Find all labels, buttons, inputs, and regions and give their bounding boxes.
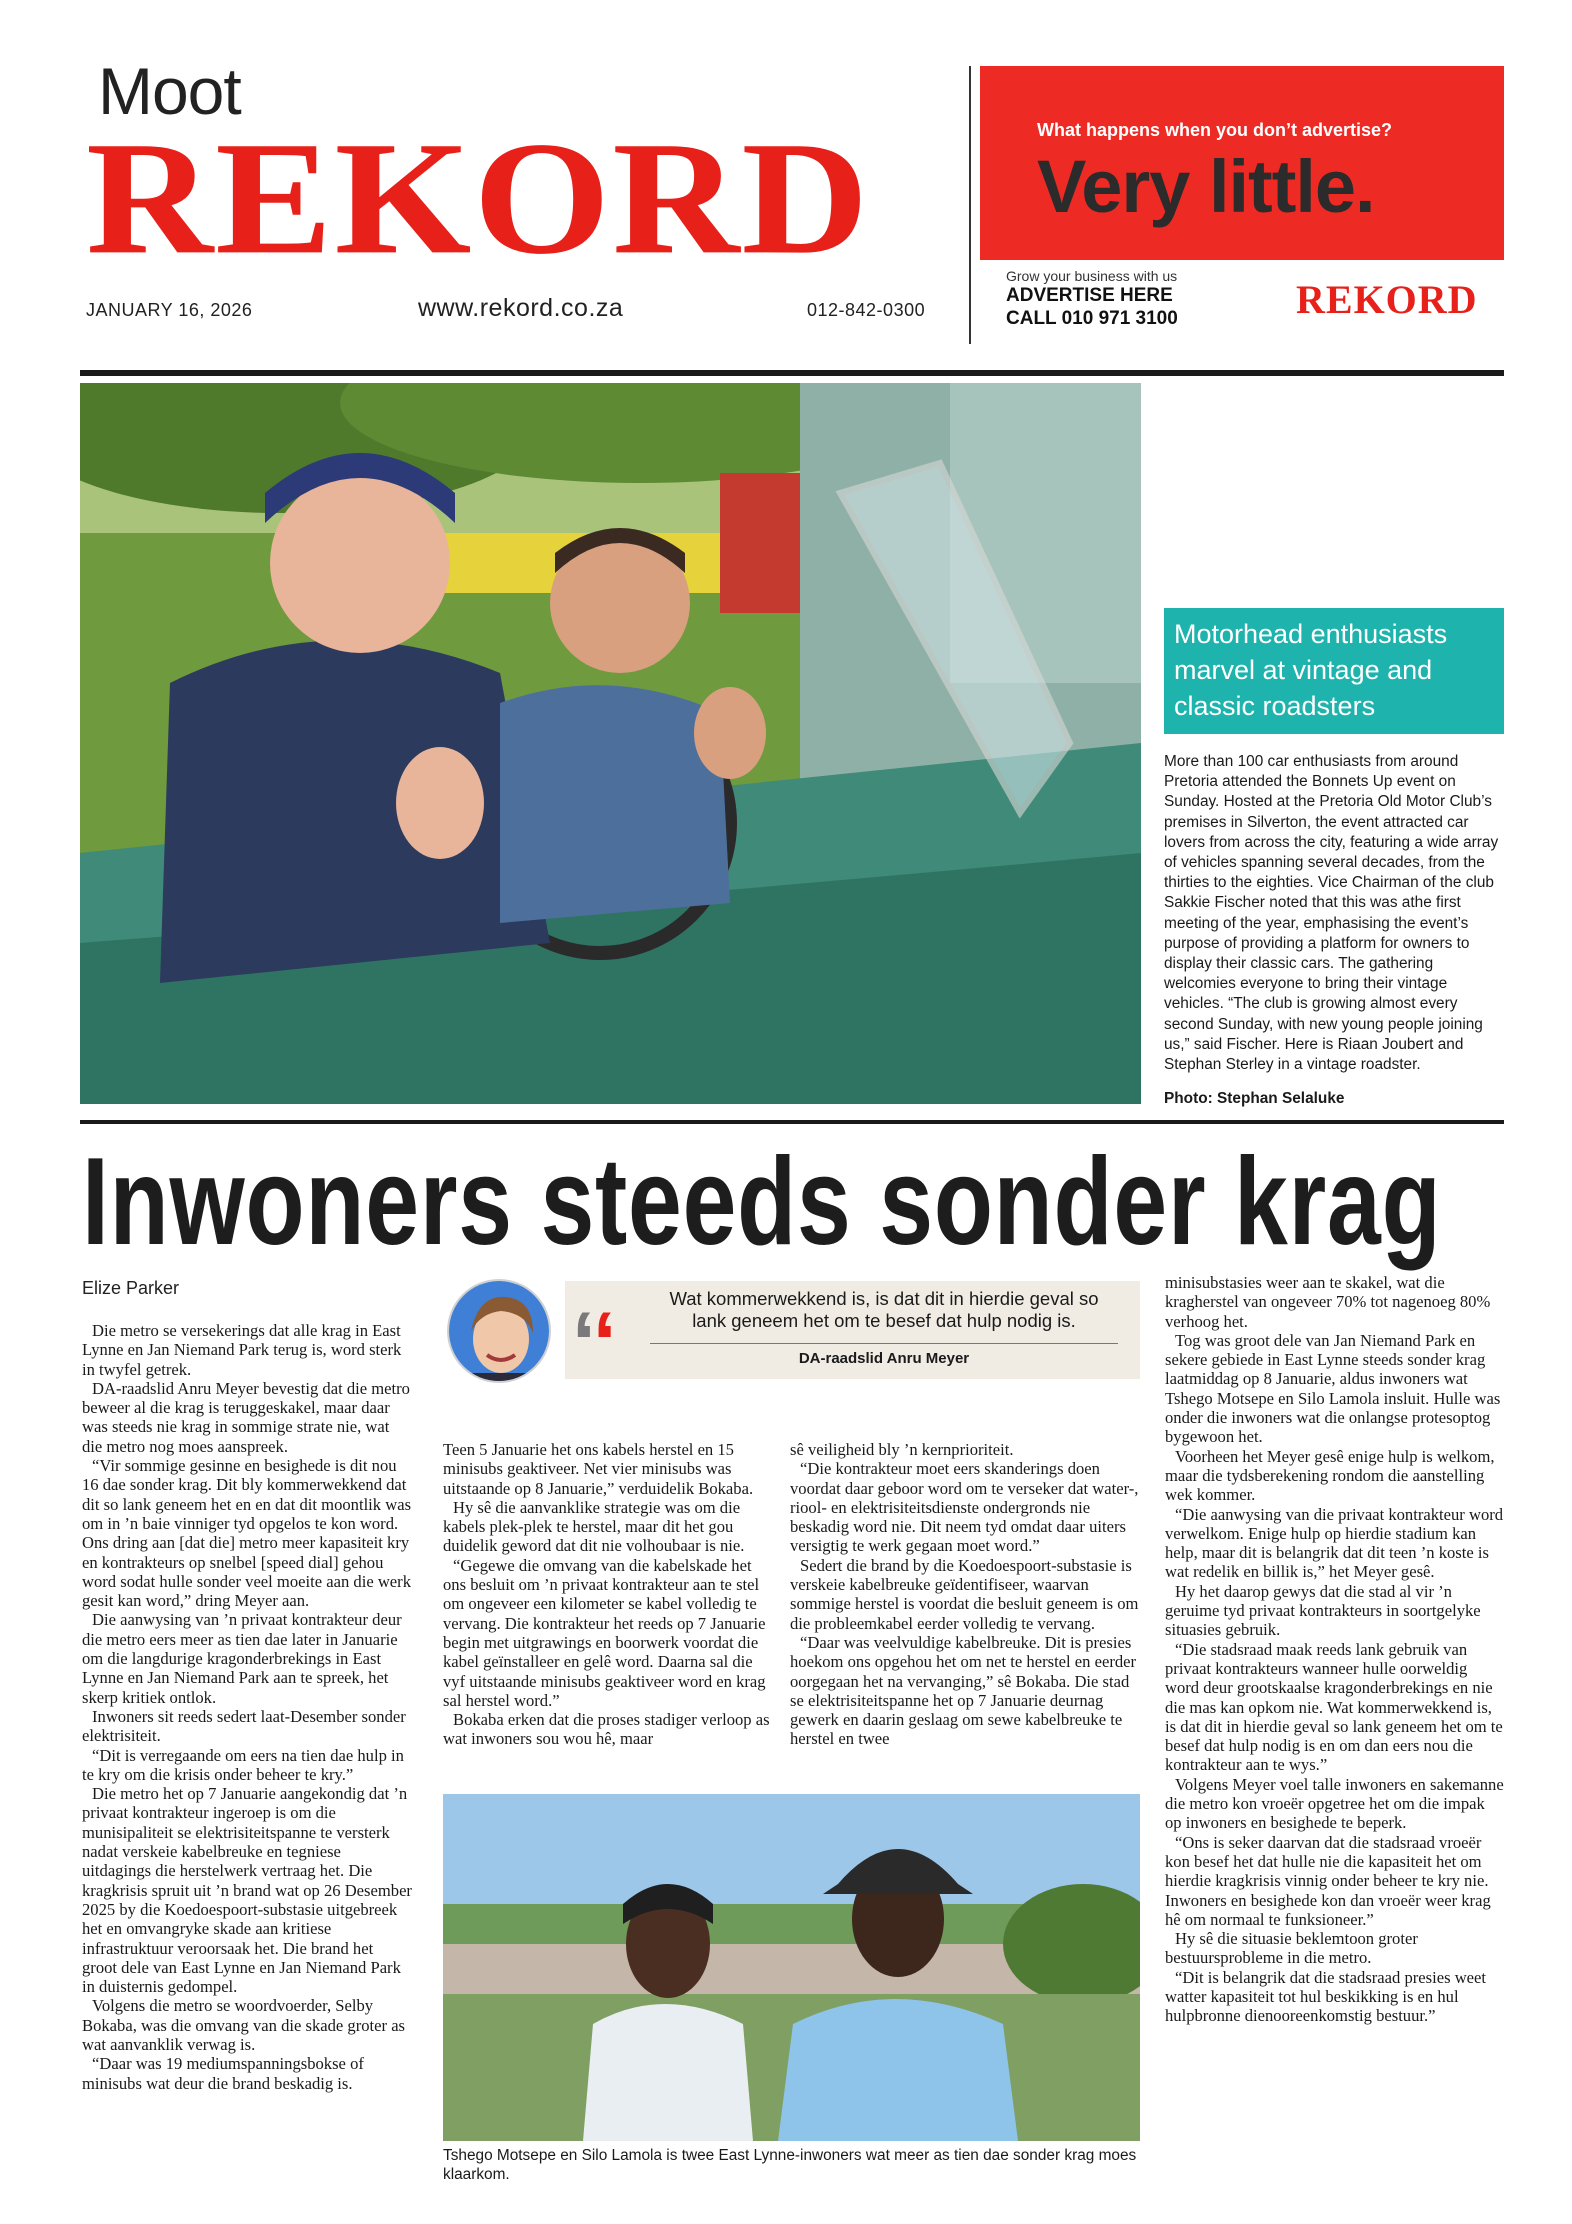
quote-mark-grey: ‘ [572,1295,595,1391]
side-story-photo-credit: Photo: Stephan Selaluke [1164,1090,1345,1107]
byline: Elize Parker [82,1278,180,1298]
paragraph: “Daar was veelvuldige kabelbreuke. Dit is presies hoekom ons opgehou het om net te herstel en eerder oorgegaan het na vervanging,” sê Bokaba. Die stad se elektrisiteitspanne het op 7 Januarie deurnag gewerk en daarin geslaag om sewe kabelbreuke te herstel en twee [790,1632,1137,1749]
article-column-4 [1165,1273,1505,2026]
article-column-3 [790,1440,1140,1749]
paragraph: “Daar was 19 mediumspanningsbokse of minisubs wat deur die brand beskadig is. [82,2054,364,2093]
mid-rule [80,1120,1504,1124]
paragraph: Die metro het op 7 Januarie aangekondig dat ’n privaat kontrakteur ingeroep is om die munisipaliteit se elektrisiteitspanne te versterk nadat verskeie kabelbreuke en tegniese uitdagings die herstelwerk vertraag het. Die kragkrisis spruit uit ’n brand wat op 26 Desember 2025 by die Koedoespoort-substasie uitgebreek het en omvangryke skade aan kritiese infrastruktuur veroorsaak het. Die brand het groot dele van East Lynne en Jan Niemand Park in duisternis gedompel. [82,1784,412,1997]
paragraph: minisubstasies weer aan te skakel, wat die kragherstel van ongeveer 70% tot nagenoeg 80% verhoog het. [1165,1273,1491,1331]
masthead-logo: REKORD [86,108,871,289]
advert-advertise: ADVERTISE HERE [1006,285,1173,306]
paragraph: “Ons is seker daarvan dat die stadsraad vroeër kon besef het dat hulle nie die kapasiteit het om hierdie kragkrisis vinnig onder beheer te kry nie. Inwoners en besighede kon dan vroeër weer krag hê om normaal te funksioneer.” [1165,1832,1491,1929]
quote-mark-red: ‘ [594,1295,617,1391]
paragraph: Bokaba erken dat die proses stadiger verloop as wat inwoners sou wou hê, maar [443,1710,770,1749]
paragraph: “Dit is verregaande om eers na tien dae hulp in te kry om die krisis onder beheer te kry.” [82,1745,404,1784]
paragraph: Hy sê die situasie beklemtoon groter bestuursprobleme in die metro. [1165,1929,1418,1968]
side-story-body: More than 100 car enthusiasts from around Pretoria attended the Bonnets Up event on Sunday. Hosted at the Pretoria Old Motor Club’s premises in Silverton, the event attracted car lovers from across the city, featuring a wide array of vehicles spanning several decades, from the thirties to the eighties. Vice Chairman of the club Sakkie Fischer noted that this was athe first meeting of the year, emphasising the event’s purpose of providing a platform for owners to display their classic cars. The gathering welcomies everyone to bring their vintage vehicles. “The club is growing almost every second Sunday, with new young people joining us,” said Fischer. Here is Riaan Joubert and Stephan Sterley in a vintage roadster. [1164,753,1499,1074]
paragraph: “Die kontrakteur moet eers skanderings doen voordat daar geboor word om te verseker dat water-, riool- en elektrisiteitsdienste ondergronds nie beskadig word nie. Dit neem tyd omdat daar uiters versigtig te werk gegaan moet word.” [790,1459,1139,1556]
paragraph: Hy het daarop gewys dat die stad al vir ’n geruime tyd privaat kontrakteurs in soortgelyke situasies gebruik. [1165,1581,1481,1640]
paragraph: Teen 5 Januarie het ons kabels herstel en 15 minisubs geaktiveer. Net vier minisubs was uitstaande op 8 Januarie,” verduidelik Bokaba. [443,1440,754,1498]
paragraph: “Die aanwysing van die privaat kontrakteur word verwelkom. Enige hulp op hierdie stadium kan help, maar dit is belangrik dat dit teen ’n koste is wat redelik en billik is,” het Meyer gesê. [1165,1504,1504,1582]
paragraph: sê veiligheid bly ’n kernprioriteit. [790,1440,1014,1459]
pull-quote-rule [650,1343,1118,1344]
paragraph: “Vir sommige gesinne en besighede is dit nou 16 dae sonder krag. Dit bly kommerwekkend dat dit so lank geneem het en en dat dit moontlik was om in ’n baie vinniger tyd opgelos te kon word. Ons dring aan [dat die] metro meer kapasiteit kry en kontrakteurs op snelbel [speed dial] gehou word sodat hulle sonder veel moeite aan die werk gesit kan word,” dring Meyer aan. [82,1456,412,1611]
paragraph: “Dit is belangrik dat die stadsraad presies weet watter kapasiteit tot hul beskikking is en hul hulpbronne dienooreenkomstig bestuur.” [1165,1967,1487,2026]
advert-answer: Very little. [1037,145,1375,228]
paragraph: Hy sê die aanvanklike strategie was om die kabels plek-plek te herstel, maar dit het gou duidelik geword dat dit nie volhoubaar is nie. [443,1497,745,1556]
paragraph: Voorheen het Meyer gesê enige hulp is welkom, maar die tydsberekening rondom die aanstelling wek kommer. [1165,1446,1495,1505]
masthead-moot: Moot [98,54,241,128]
roadster-photo [80,383,1141,1104]
advert-logo: REKORD [1296,277,1478,322]
advert-banner[interactable] [980,66,1504,260]
paragraph: DA-raadslid Anru Meyer bevestig dat die metro beweer al die krag is teruggeskakel, maar daar was steeds nie krag in sommige strate nie, wat die metro nog moes aanspreek. [82,1378,410,1456]
top-rule [80,370,1504,376]
article-column-1 [82,1321,412,2093]
pull-quote-text: Wat kommerwekkend is, is dat dit in hierdie geval so lank geneem het om te besef dat hulp nodig is. [669,1288,1099,1331]
website-link[interactable]: www.rekord.co.za [418,294,624,322]
paragraph: Die metro se versekerings dat alle krag in East Lynne en Jan Niemand Park terug is, word sterk in twyfel getrek. [82,1321,402,1379]
avatar [447,1279,551,1383]
issue-date: JANUARY 16, 2026 [86,300,253,320]
paragraph: Volgens die metro se woordvoerder, Selby Bokaba, was die omvang van die skade groter as wat aanvanklik verwag is. [82,1996,406,2054]
quote-mark-icon [572,1295,617,1391]
advert-call: CALL 010 971 3100 [1006,308,1178,329]
article-column-2 [443,1440,773,1749]
paragraph: Inwoners sit reeds sedert laat-Desember sonder elektrisiteit. [82,1706,406,1746]
main-headline: Inwoners steeds sonder krag [82,1133,1442,1271]
masthead-divider [969,66,971,344]
pull-quote-attribution: DA-raadslid Anru Meyer [798,1350,970,1367]
photo-caption: Tshego Motsepe en Silo Lamola is twee East Lynne-inwoners wat meer as tien dae sonder krag moes klaarkom. [443,2147,1137,2183]
advert-grow: Grow your business with us [1006,268,1178,284]
paragraph: Volgens Meyer voel talle inwoners en sakemanne die metro kon vroeër opgetree het om die impak op inwoners en besighede te beperk. [1165,1774,1504,1833]
paragraph: “Gegewe die omvang van die kabelskade het ons besluit om ’n privaat kontrakteur aan te stel om ongeveer een kilometer se kabel volledig te vervang. Die kontrakteur het reeds op 7 Januarie begin met uitgrawings en boorwerk voordat die kabel geïnstalleer en gelê word. Daarna sal die vyf uitstaande minisubs geaktiveer word en krag sal herstel word.” [443,1555,766,1710]
paragraph: Sedert die brand by die Koedoespoort-substasie is verskeie kabelbreuke geïdentifiseer, waarvan sommige herstel is voordat die besluit geneem is om die probleemkabel eerder volledig te vervang. [790,1555,1139,1633]
side-story-headline: Motorhead enthusiasts marvel at vintage and classic roadsters [1164,608,1504,734]
residents-photo [443,1794,1140,2141]
phone-number: 012-842-0300 [807,300,926,320]
paragraph: Die aanwysing van ’n privaat kontrakteur deur die metro eers meer as tien dae later in Januarie om die langdurige kragonderbrekings in East Lynne en Jan Niemand Park aan te spreek, het skerp kritiek ontlok. [82,1610,402,1707]
advert-question: What happens when you don’t advertise? [1037,120,1393,140]
paragraph: “Die stadsraad maak reeds lank gebruik van privaat kontrakteurs wanneer hulle oorweldig word deur grootskaalse kragonderbrekings en nie die mas kan opkom nie. Wat kommerwekkend is, is dat dit in hierdie geval so lank geneem het om te besef dat hulp nodig is en om dan eers nou die kontrakteur aan te wys.” [1165,1639,1503,1775]
paragraph: Tog was groot dele van Jan Niemand Park en sekere gebiede in East Lynne steeds sonder krag laatmiddag op 8 Januarie, aldus inwoners wat Tshego Motsepe en Silo Lamola insluit. Hulle was onder die inwoners wat die onlangse protesoptog bygewoon het. [1165,1330,1501,1447]
